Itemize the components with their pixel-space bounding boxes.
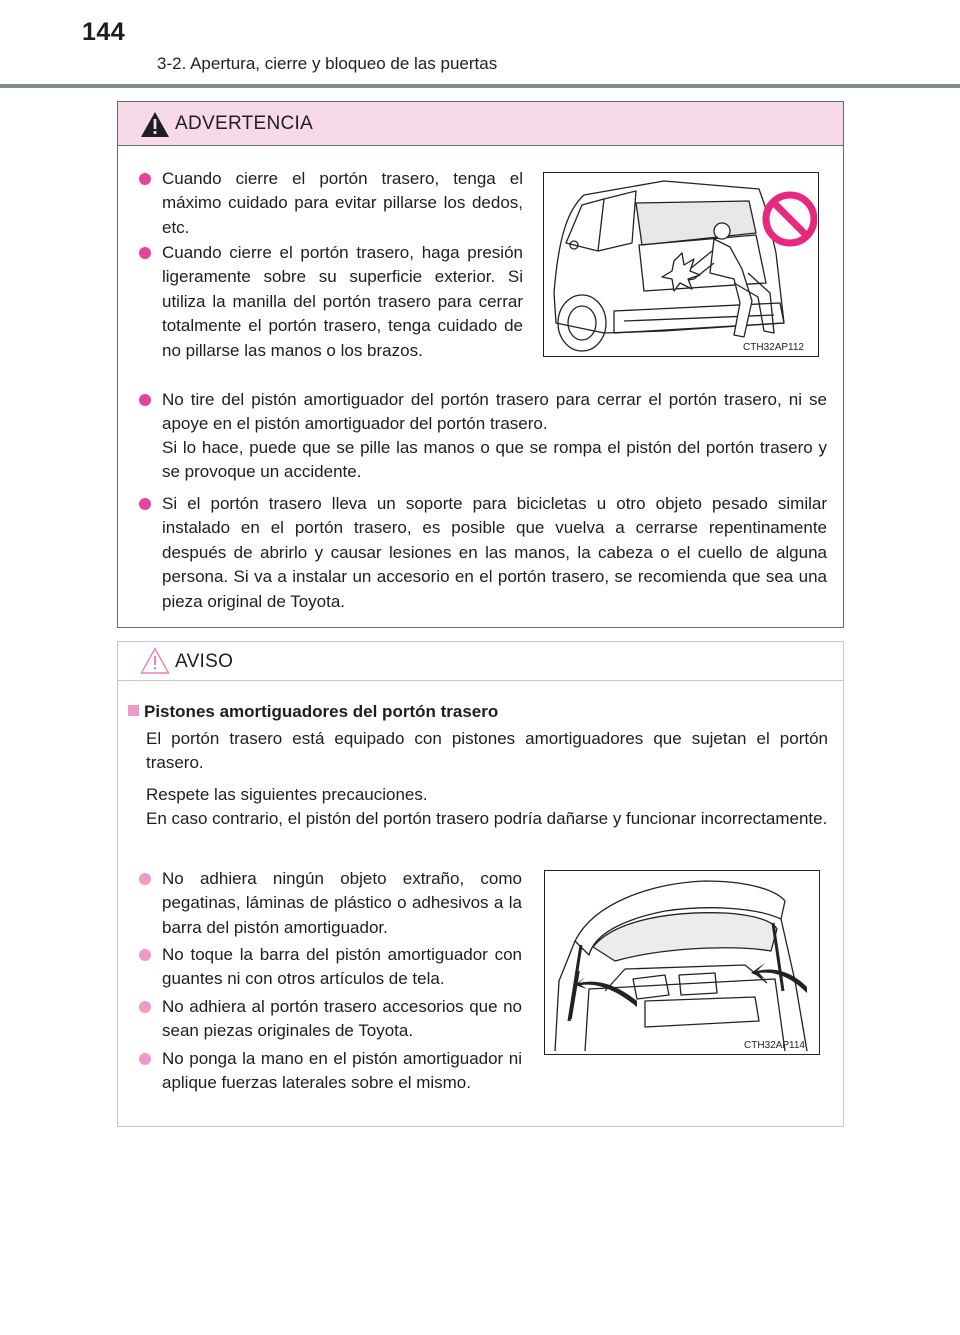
figure-caption: CTH32AP114 (744, 1040, 805, 1051)
section-title: 3-2. Apertura, cierre y bloqueo de las puertas (157, 54, 498, 73)
figure-damper-stays (544, 870, 820, 1055)
warning-bullet-3-continuation: Si lo hace, puede que se pille las manos o que se rompa el pistón del portón trasero y se provoque un accidente. (162, 438, 827, 482)
bullet-icon (139, 1053, 151, 1065)
warning-box-header (118, 102, 843, 146)
notice-bullet-1: No adhiera ningún objeto extraño, como pegatinas, láminas de plástico o adhesivos a la barra del pistón amortiguador. (162, 869, 522, 937)
caution-triangle-icon (140, 647, 170, 674)
warning-bullet-2: Cuando cierre el portón trasero, haga presión ligeramente sobre su superficie exterior. Si utiliza la manilla del portón trasero para cerrar totalmente el portón trasero, tenga cuidado de no pillarse las manos o los brazos. (162, 243, 523, 360)
warning-triangle-icon (140, 111, 170, 138)
warning-title: ADVERTENCIA (175, 113, 314, 134)
notice-paragraph-1: El portón trasero está equipado con pistones amortiguadores que sujetan el portón trasero. (146, 729, 828, 773)
page-number: 144 (82, 18, 126, 46)
bullet-icon (139, 247, 151, 259)
notice-subheading: Pistones amortiguadores del portón trasero (144, 702, 499, 721)
square-bullet-icon (128, 705, 139, 716)
figure-tailgate-closing (543, 172, 819, 357)
bullet-icon (139, 498, 151, 510)
warning-box (117, 101, 844, 628)
bullet-icon (139, 1001, 151, 1013)
damper-stays-illustration (545, 871, 818, 1053)
warning-bullet-1: Cuando cierre el portón trasero, tenga el máximo cuidado para evitar pillarse los dedos, etc. (162, 169, 523, 237)
warning-bullet-3: No tire del pistón amortiguador del portón trasero para cerrar el portón trasero, ni se apoye en el pistón amortiguador del portón trasero. (162, 390, 827, 434)
page-header (0, 0, 960, 90)
notice-box-header (118, 642, 843, 681)
notice-bullet-4: No ponga la mano en el pistón amortiguador ni aplique fuerzas laterales sobre el mismo. (162, 1049, 522, 1093)
notice-bullet-2: No toque la barra del pistón amortiguador con guantes ni con otros artículos de tela. (162, 945, 522, 989)
notice-title: AVISO (175, 651, 234, 672)
header-divider (0, 84, 960, 88)
bullet-icon (139, 394, 151, 406)
bullet-icon (139, 873, 151, 885)
bullet-icon (139, 173, 151, 185)
notice-paragraph-2: Respete las siguientes precauciones. (146, 785, 428, 804)
bullet-icon (139, 949, 151, 961)
figure-caption: CTH32AP112 (743, 342, 804, 353)
notice-paragraph-3: En caso contrario, el pistón del portón trasero podría dañarse y funcionar incorrectamente. (146, 809, 828, 828)
warning-bullet-4: Si el portón trasero lleva un soporte para bicicletas u otro objeto pesado similar instalado en el portón trasero, es posible que vuelva a cerrarse repentinamente después de abrirlo y causar lesiones en las manos, la cabeza o el cuello de alguna persona. Si va a instalar un accesorio en el portón trasero, se recomienda que sea una pieza original de Toyota. (162, 494, 827, 611)
notice-box (117, 641, 844, 1127)
tailgate-closing-illustration (544, 173, 817, 355)
notice-bullet-3: No adhiera al portón trasero accesorios que no sean piezas originales de Toyota. (162, 997, 522, 1041)
